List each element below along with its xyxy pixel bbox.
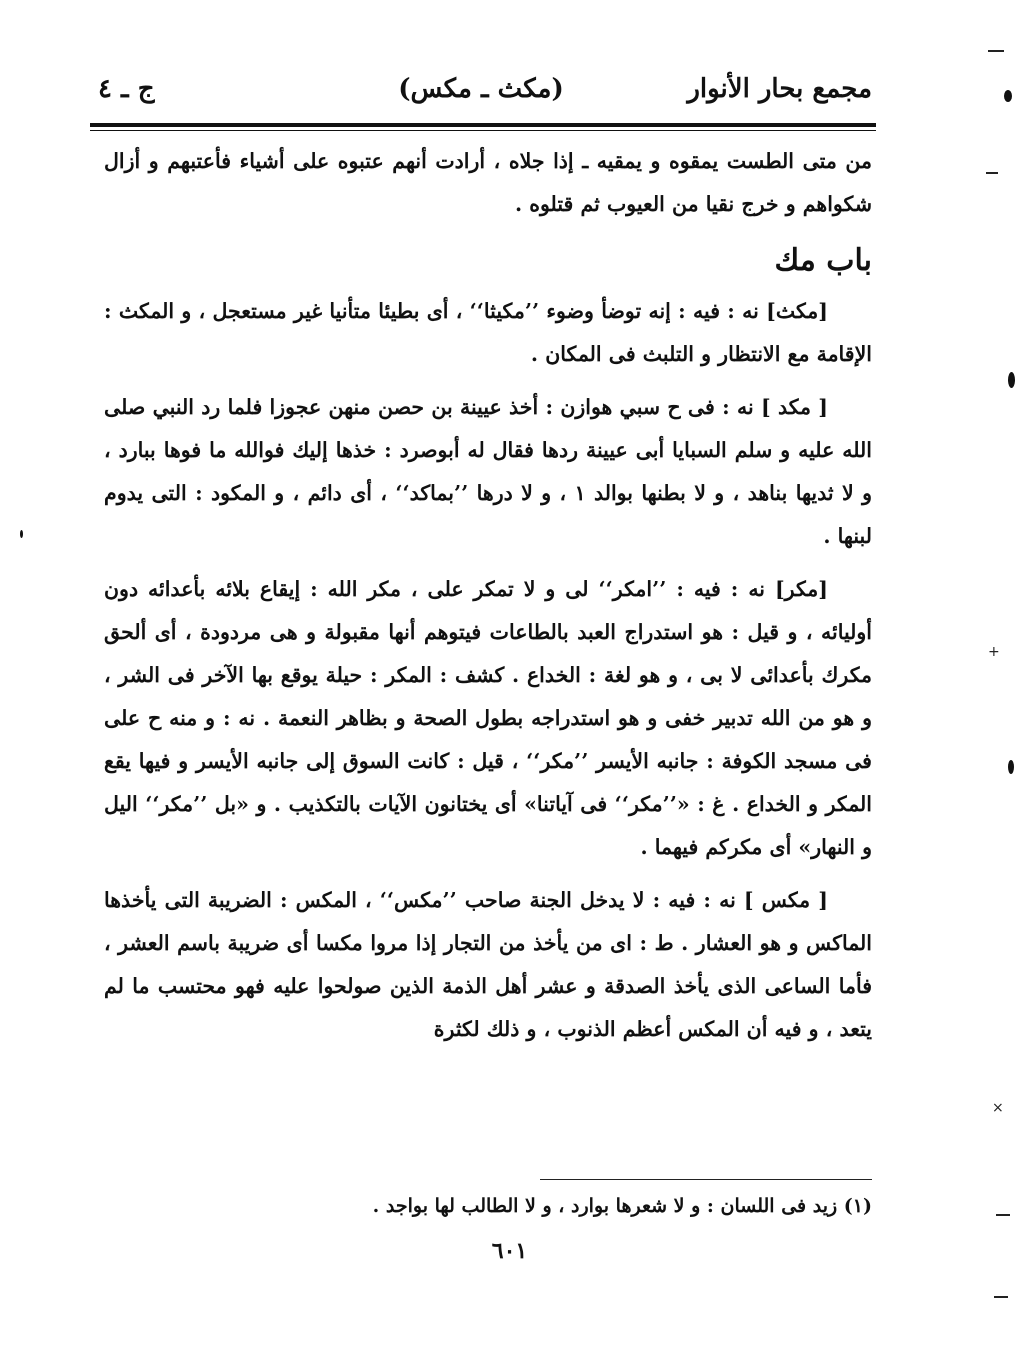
entry-makar: [مكر] نه : فيه : ’’امكر‘‘ لى و لا تمكر على ، مكر الله : إيقاع بلائه بأعدائه دون أوليائه ، و قيل : هو استدراج العبد بالطاعات فيتوهم أنها مقبولة و هى مردودة ، أى ألحق مكرك بأعدائى لا بى ، و هو لغة : الخداع . كشف : المكر : حيلة يوقع بها الآخر فى الشر ، و هو من الله تدبير خفى و هو استدراجه بطول الصحة و بظاهر النعمة . نه : و منه ح على فى مسجد الكوفة : جانبه الأيسر ’’مكر‘‘ ، قيل : كانت السوق إلى جانبه الأيسر و فيها يقع المكر و الخداع . غ : «’’مكر‘‘ فى آياتنا» أى يختانون الآيات بالتكذيب . و «بل ’’مكر‘‘ اليل و النهار» أى مكركم فيهما .	[104, 577, 872, 859]
margin-mark	[988, 50, 1004, 52]
entry-makad: [ مكد ] نه : فى ح سبي هوازن : أخذ عيينة بن حصن منهن عجوزا فلما رد النبي صلى الله عليه و سلم السبايا أبى عيينة ردها فقال له أبوصرد : خذها إليك فوالله ما فوها ببارد ، و لا ثديها بناهد ، و لا بطنها بوالد ١ ، و لا درها ’’بماكد‘‘ ، أى دائم ، و المكود : التى يدوم لبنها .	[104, 395, 872, 548]
section-range: (مكث ـ مكس)	[398, 74, 564, 104]
footnote-rule	[540, 1179, 872, 1180]
margin-mark	[1008, 372, 1015, 388]
margin-mark: +	[988, 644, 1000, 660]
margin-mark	[1004, 90, 1012, 102]
header-rule-thick	[90, 123, 876, 127]
paragraph-continuation: من متى الطست يمقوه و يمقيه ـ إذا جلاه ، أرادت أنهم عتبوه على أشياء فأعتبهم و أزال شكواهم و خرج نقيا من العيوب ثم قتلوه .	[104, 149, 872, 216]
section-title: باب مك	[774, 243, 872, 278]
footnote: (١) زيد فى اللسان : و لا شعرها بوارد ، و لا الطالب لها بواجد .	[372, 1195, 872, 1217]
margin-mark	[20, 530, 23, 538]
margin-mark	[996, 1214, 1010, 1216]
page-number: ٦٠١	[491, 1238, 528, 1264]
margin-mark	[986, 172, 998, 174]
main-text	[104, 140, 872, 1061]
entry-makas: [ مكس ] نه : فيه : لا يدخل الجنة صاحب ’’مكس‘‘ ، المكس : الضريبة التى يأخذها الماكس و هو العشار . ط : اى من يأخذ من التجار إذا مروا مكسا أى ضريبة باسم العشر ، فأما الساعى الذى يأخذ الصدقة و عشر أهل الذمة الذين صولحوا عليه فهو محتسب ما لم يتعد ، و فيه أن المكس أعظم الذنوب ، و ذلك لكثرة	[104, 888, 872, 1041]
margin-mark	[994, 1296, 1008, 1298]
margin-mark	[1008, 760, 1014, 774]
entry-makath: [مكث] نه : فيه : إنه توضأ وضوء ’’مكيثا‘‘ ، أى بطيئا متأنيا غير مستعجل ، و المكث : الإقامة مع الانتظار و التلبث فى المكان .	[104, 299, 872, 366]
margin-mark: ×	[992, 1100, 1004, 1116]
running-header	[90, 70, 872, 118]
header-rule-thin	[90, 130, 876, 131]
volume-number: ج ـ ٤	[98, 74, 155, 104]
book-title: مجمع بحار الأنوار	[687, 74, 872, 104]
